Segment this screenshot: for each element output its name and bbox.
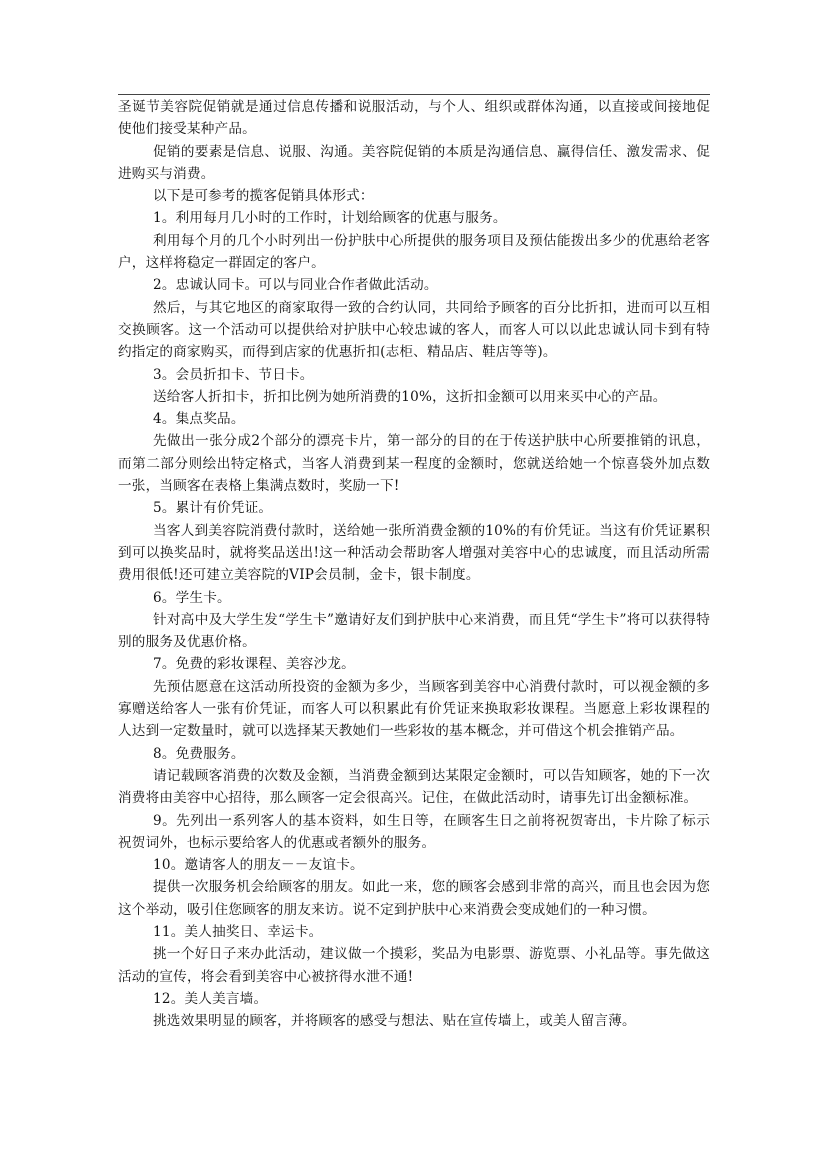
paragraph: 然后，与其它地区的商家取得一致的合约认同，共同给予顾客的百分比折扣，进而可以互相交换顾客。这一个活动可以提供给对护肤中心较忠诚的客人，而客人可以以此忠诚认同卡到有特约指定的商家购买，而得到店家的优惠折扣(志柜、精品店、鞋店等等)。 bbox=[118, 299, 710, 361]
paragraph: 11。美人抽奖日、幸运卡。 bbox=[153, 923, 323, 940]
paragraph: 利用每个月的几个小时列出一份护肤中心所提供的服务项目及预估能拨出多少的优惠给老客户，这样将稳定一群固定的客户。 bbox=[118, 232, 710, 272]
paragraph: 针对高中及大学生发“学生卡”邀请好友们到护肤中心来消费，而且凭“学生卡”将可以获得特别的服务及优惠价格。 bbox=[118, 611, 710, 651]
paragraph: 促销的要素是信息、说服、沟通。美容院促销的本质是沟通信息、赢得信任、激发需求、促进购买与消费。 bbox=[118, 143, 710, 182]
paragraph: 6。学生卡。 bbox=[153, 589, 231, 606]
paragraph: 2。忠诚认同卡。可以与同业合作者做此活动。 bbox=[153, 277, 438, 294]
document-page bbox=[118, 96, 710, 1032]
paragraph: 提供一次服务机会给顾客的朋友。如此一来，您的顾客会感到非常的高兴，而且也会因为您这个举动，吸引住您顾客的朋友来访。说不定到护肤中心来消费会变成她们的一种习惯。 bbox=[118, 879, 710, 918]
paragraph: 7。免费的彩妆课程、美容沙龙。 bbox=[153, 656, 355, 673]
paragraph: 8。免费服务。 bbox=[153, 745, 245, 762]
paragraph: 4。集点奖品。 bbox=[153, 411, 245, 428]
paragraph: 10。邀请客人的朋友－－友谊卡。 bbox=[153, 857, 364, 874]
paragraph: 以下是可参考的揽客促销具体形式： bbox=[153, 188, 374, 205]
paragraph: 9。先列出一系列客人的基本资料，如生日等，在顾客生日之前将祝贺寄出，卡片除了标示祝贺词外，也标示要给客人的优惠或者额外的服务。 bbox=[118, 812, 710, 851]
paragraph: 1。利用每月几小时的工作时，计划给顾客的优惠与服务。 bbox=[153, 210, 507, 227]
document-body bbox=[118, 96, 710, 1032]
paragraph: 先做出一张分成2个部分的漂亮卡片，第一部分的目的在于传送护肤中心所要推销的讯息，而第二部分则绘出特定格式，当客人消费到某一程度的金额时，您就送给她一个惊喜袋外加点数一张，当顾客在表格上集满点数时，奖励一下! bbox=[118, 433, 710, 495]
paragraph: 送给客人折扣卡，折扣比例为她所消费的10%，这折扣金额可以用来买中心的产品。 bbox=[153, 388, 667, 405]
paragraph: 当客人到美容院消费付款时，送给她一张所消费金额的10%的有价凭证。当这有价凭证累积到可以换奖品时，就将奖品送出!这一种活动会帮助客人增强对美容中心的忠诚度，而且活动所需费用很低!还可建立美容院的VIP会员制，金卡，银卡制度。 bbox=[118, 522, 710, 584]
paragraph: 5。累计有价凭证。 bbox=[153, 500, 273, 517]
header-rule bbox=[118, 94, 710, 95]
paragraph: 请记载顾客消费的次数及金额，当消费金额到达某限定金额时，可以告知顾客，她的下一次消费将由美容中心招待，那么顾客一定会很高兴。记住，在做此活动时，请事先订出金额标准。 bbox=[118, 767, 710, 807]
paragraph: 12。美人美言墙。 bbox=[153, 990, 268, 1007]
paragraph: 先预估愿意在这活动所投资的金额为多少，当顾客到美容中心消费付款时，可以视金额的多寡赠送给客人一张有价凭证，而客人可以积累此有价凭证来换取彩妆课程。当愿意上彩妆课程的人达到一定数量时，就可以选择某天教她们一些彩妆的基本概念，并可借这个机会推销产品。 bbox=[118, 678, 710, 740]
paragraph: 圣诞节美容院促销就是通过信息传播和说服活动，与个人、组织或群体沟通，以直接或间接地促使他们接受某种产品。 bbox=[118, 99, 710, 138]
paragraph: 挑一个好日子来办此活动，建议做一个摸彩，奖品为电影票、游览票、小礼品等。事先做这活动的宣传，将会看到美容中心被挤得水泄不通! bbox=[118, 946, 710, 985]
paragraph: 挑选效果明显的顾客，并将顾客的感受与想法、贴在宣传墙上，或美人留言薄。 bbox=[153, 1013, 636, 1030]
paragraph: 3。会员折扣卡、节日卡。 bbox=[153, 366, 314, 383]
